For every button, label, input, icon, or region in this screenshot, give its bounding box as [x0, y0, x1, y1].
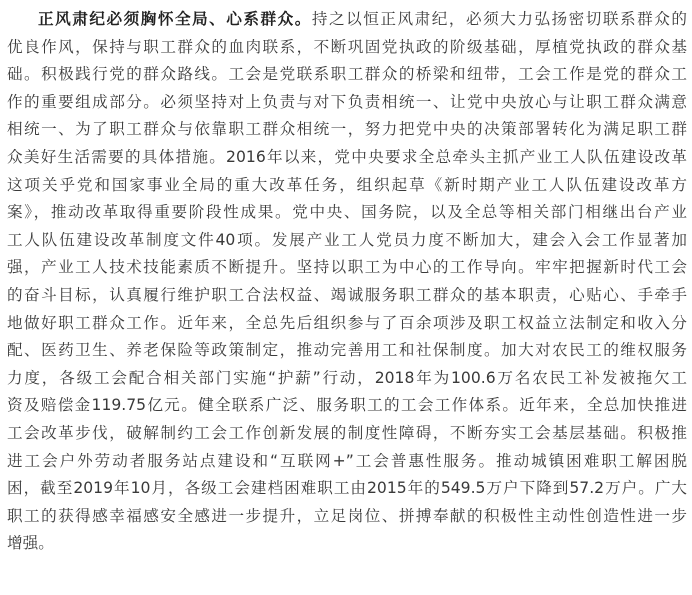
paragraph-line-6: 众美好生活需要的具体措施。2016年以来，党中央要求全总牵头主抓产业工人队伍建设改革	[7, 147, 687, 166]
paragraph-line-10: 强，产业工人技术技能素质不断提升。坚持以职工为中心的工作导向。牢牢把握新时代工会	[7, 258, 687, 277]
paragraph-line-17: 进工会户外劳动者服务站点建设和“互联网+”工会普惠性服务。推动城镇困难职工解困脱	[7, 451, 687, 470]
paragraph-line-15: 资及赔偿金119.75亿元。健全联系广泛、服务职工的工会工作体系。近年来，全总加快推进	[7, 396, 687, 415]
paragraph-line-18: 困，截至2019年10月，各级工会建档困难职工由2015年的549.5万户下降到57.2万户。广大	[7, 479, 687, 498]
paragraph-line-12: 地做好职工群众工作。近年来，全总先后组织参与了百余项涉及职工权益立法制定和收入分	[7, 313, 687, 332]
paragraph-line-19: 职工的获得感幸福感安全感进一步提升，立足岗位、拼搏奉献的积极性主动性创造性进一步	[7, 506, 687, 525]
paragraph-line-16: 工会改革步伐，破解制约工会工作创新发展的制度性障碍，不断夯实工会基层基础。积极推	[7, 423, 687, 442]
paragraph-line-13: 配、医药卫生、养老保险等政策制定，推动完善用工和社保制度。加大对农民工的维权服务	[7, 341, 687, 360]
paragraph-line-5: 相统一、为了职工群众与依靠职工群众相统一，努力把党中央的决策部署转化为满足职工群	[7, 120, 687, 139]
paragraph-heading: 正风肃纪必须胸怀全局、心系群众。	[38, 10, 312, 28]
paragraph-line-11: 的奋斗目标，认真履行维护职工合法权益、竭诚服务职工群众的基本职责，心贴心、手牵手	[7, 285, 687, 304]
paragraph-line-3: 础。积极践行党的群众路线。工会是党联系职工群众的桥梁和纽带，工会工作是党的群众工	[7, 65, 687, 84]
paragraph-line-9: 工人队伍建设改革制度文件40项。发展产业工人党员力度不断加大，建会入会工作显著加	[7, 230, 687, 249]
paragraph-line-20: 增强。	[7, 534, 54, 553]
paragraph-line-7: 这项关乎党和国家事业全局的重大改革任务，组织起草《新时期产业工人队伍建设改革方	[7, 175, 687, 194]
paragraph-line-8: 案》，推动改革取得重要阶段性成果。党中央、国务院，以及全总等相关部门相继出台产业	[7, 203, 687, 222]
paragraph-line-1	[7, 6, 687, 34]
paragraph-line-2: 优良作风，保持与职工群众的血肉联系，不断巩固党执政的阶级基础，厚植党执政的群众基	[7, 37, 687, 56]
paragraph-line-1-text: 持之以恒正风肃纪，必须大力弘扬密切联系群众的	[311, 10, 687, 28]
paragraph-line-4: 作的重要组成部分。必须坚持对上负责与对下负责相统一、让党中央放心与让职工群众满意	[7, 92, 687, 111]
paragraph-line-14: 力度，各级工会配合相关部门实施“护薪”行动，2018年为100.6万名农民工补发被拖欠工	[7, 368, 687, 387]
